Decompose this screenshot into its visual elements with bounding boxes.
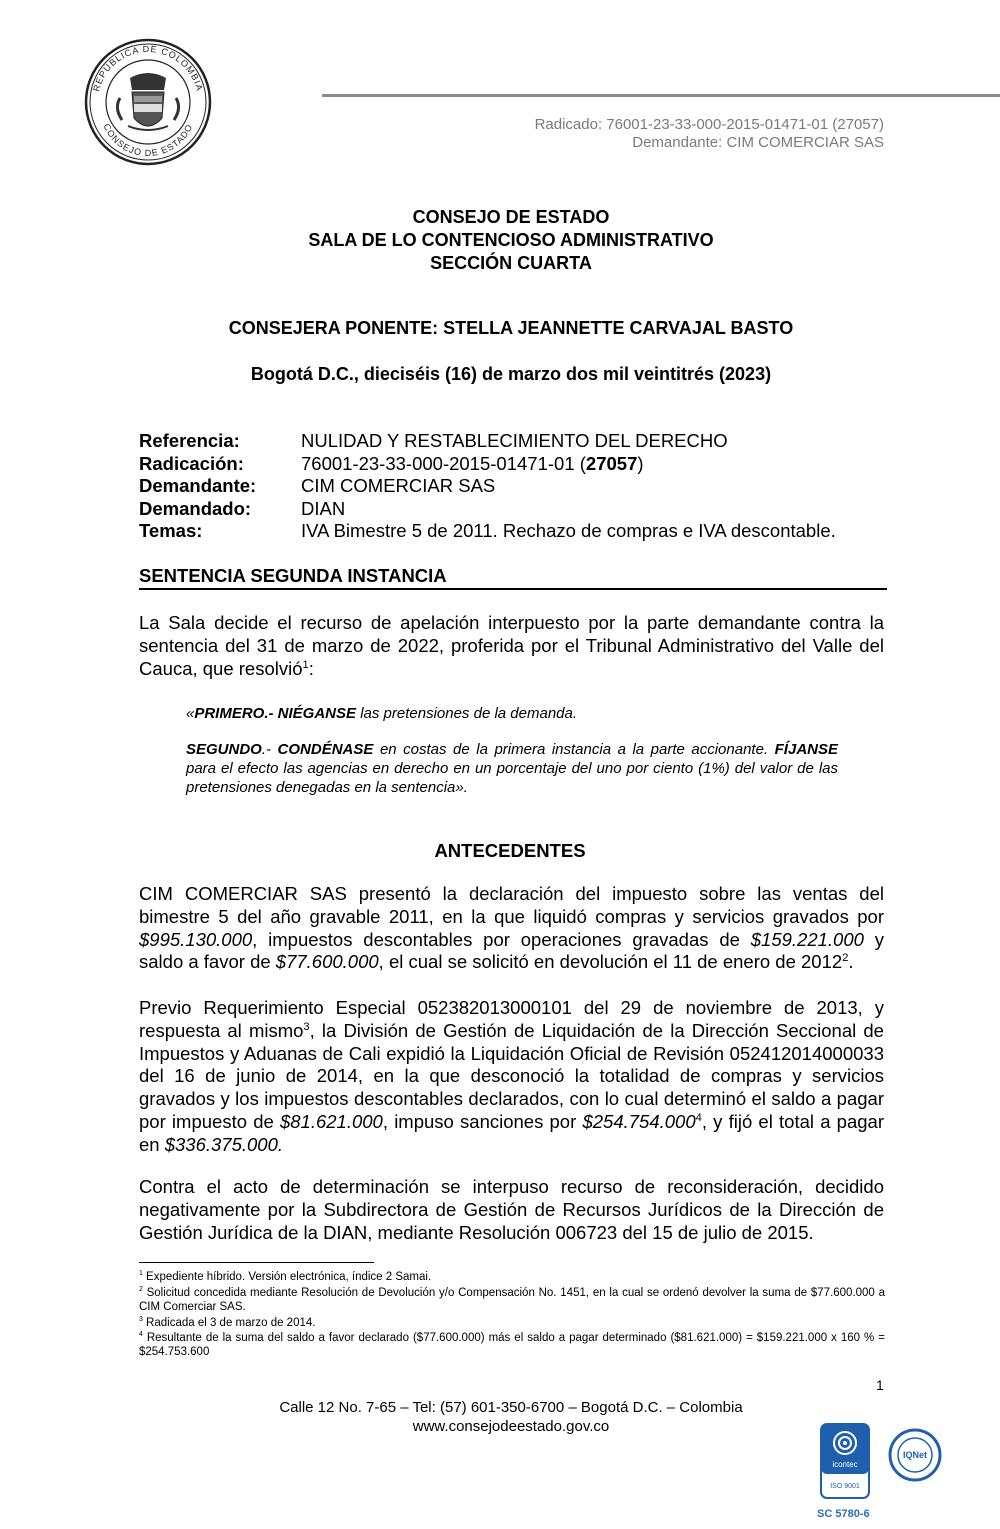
icontec-logo — [820, 1423, 870, 1499]
footnote-1: $^1$ Expediente híbrido. Versión electrónica, índice 2 Samai. — [139, 1270, 432, 1283]
header-case-info — [535, 116, 884, 152]
svg-text:CONSEJO DE ESTADO: CONSEJO DE ESTADO — [101, 122, 195, 159]
footnote-2: $^2$ Solicitud concedida mediante Resolución de Devolución y/o Compensación No. 1451, en la cual se ordenó devolver la suma de $77.600.000 a CIM Comerciar SAS. — [139, 1286, 885, 1313]
radicacion-label: Radicación: — [139, 452, 244, 474]
svg-text:icontec: icontec — [832, 1460, 858, 1469]
temas-label: Temas: — [139, 520, 203, 541]
demandado-label: Demandado: — [139, 497, 252, 519]
header-radicado: Radicado: 76001-23-33-000-2015-01471-01 (27057) — [534, 116, 884, 133]
header-rule — [322, 94, 1000, 97]
quote-primero: «PRIMERO.- NIÉGANSE las pretensiones de la demanda. — [186, 705, 578, 722]
sentencia-heading: SENTENCIA SEGUNDA INSTANCIA — [139, 565, 887, 590]
referencia-value: NULIDAD Y RESTABLECIMIENTO DEL DERECHO — [301, 430, 728, 451]
svg-text:IQNet: IQNet — [902, 1450, 928, 1460]
date-line: Bogotá D.C., dieciséis (16) de marzo dos mil veintitrés (2023) — [250, 364, 772, 384]
paragraph-2: Previo Requerimiento Especial 052382013000101 del 29 de noviembre de 2013, y respuesta al mismo$^3$, la División de Gestión de Liquidación de la Dirección Seccional de Impuestos y Aduanas de Cali expidió la Liquidación Oficial de Revisión 052412014000033 del 16 de junio de 2014, en la que desconoció la totalidad de compras y servicios gravados y los impuestos descontables declarados, con lo cual determinó el saldo a pagar por impuesto de $81.621.000, impuso sanciones por $254.754.000$^4$, y fijó el total a pagar en $336.375.000. — [139, 997, 884, 1155]
referencia-label: Referencia: — [139, 430, 240, 451]
intro-paragraph: La Sala decide el recurso de apelación interpuesto por la parte demandante contra la sentencia del 31 de marzo de 2022, proferida por el Tribunal Administrativo del Valle del Cauca, que resolvió$^1$: — [139, 612, 884, 679]
demandante-row — [139, 475, 836, 498]
demandante-label: Demandante: — [139, 475, 257, 496]
iqnet-logo — [888, 1428, 942, 1482]
court-line-3: SECCIÓN CUARTA — [430, 253, 592, 273]
footer-address: Calle 12 No. 7-65 – Tel: (57) 601-350-6700 – Bogotá D.C. – Colombia — [279, 1399, 743, 1416]
court-heading — [0, 206, 1000, 275]
paragraph-3: Contra el acto de determinación se interpuso recurso de reconsideración, decidido negativamente por la Subdirectora de Gestión de Recursos Jurídicos de la Dirección de Gestión Jurídica de la DIAN, mediante Resolución 006723 del 15 de julio de 2015. — [139, 1176, 884, 1243]
footer-website[interactable]: www.consejodeestado.gov.co — [412, 1418, 610, 1435]
court-line-1: CONSEJO DE ESTADO — [412, 207, 610, 227]
footnote-3: $^3$ Radicada el 3 de marzo de 2014. — [139, 1316, 316, 1329]
antecedentes-heading: ANTECEDENTES — [434, 840, 586, 861]
svg-text:ISO 9001: ISO 9001 — [830, 1483, 860, 1490]
ponente: CONSEJERA PONENTE: STELLA JEANNETTE CARVAJAL BASTO — [228, 318, 794, 338]
demandado-row — [139, 498, 836, 521]
radicacion-value: 76001-23-33-000-2015-01471-01 (27057) — [301, 452, 644, 474]
sc-certification-code: SC 5780-6 — [817, 1508, 870, 1520]
quote-segundo: SEGUNDO.- CONDÉNASE en costas de la primera instancia a la parte accionante. FÍJANSE para el efecto las agencias en derecho en un porcentaje del uno por ciento (1%) del valor de las pretensiones denegadas en la sentencia». — [186, 741, 838, 796]
page-number: 1 — [876, 1377, 884, 1393]
reference-block — [139, 430, 836, 543]
demandado-value: DIAN — [301, 497, 346, 519]
demandante-value: CIM COMERCIAR SAS — [301, 475, 496, 496]
radicacion-row — [139, 453, 836, 476]
footnote-rule — [139, 1262, 374, 1263]
reference-row — [139, 430, 836, 453]
footnote-4: $^4$ Resultante de la suma del saldo a favor declarado ($77.600.000) más el saldo a pagar determinado ($81.621.000) = $159.221.000 x 160 % = $254.753.600 — [139, 1331, 885, 1358]
svg-text:REPÚBLICA DE COLOMBIA: REPÚBLICA DE COLOMBIA — [91, 43, 205, 93]
consejo-de-estado-seal — [84, 38, 212, 166]
header-demandante: Demandante: CIM COMERCIAR SAS — [632, 134, 884, 151]
paragraph-1: CIM COMERCIAR SAS presentó la declaración del impuesto sobre las ventas del bimestre 5 del año gravable 2011, en la que liquidó compras y servicios gravados por $995.130.000, impuestos descontables por operaciones gravadas de $159.221.000 y saldo a favor de $77.600.000, el cual se solicitó en devolución el 11 de enero de 2012$^2$. — [139, 883, 885, 973]
temas-row — [139, 520, 836, 543]
temas-value: IVA Bimestre 5 de 2011. Rechazo de compras e IVA descontable. — [301, 520, 836, 541]
court-line-2: SALA DE LO CONTENCIOSO ADMINISTRATIVO — [308, 230, 714, 250]
